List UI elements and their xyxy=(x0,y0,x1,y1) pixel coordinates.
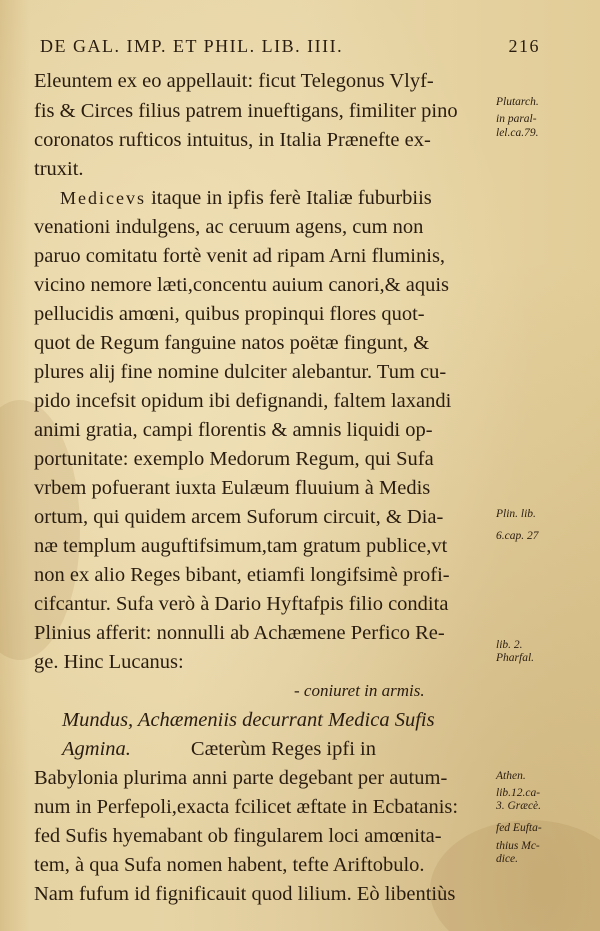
text-line: ge. Hinc Lucanus: xyxy=(34,651,184,673)
text-line: ortum, qui quidem arcem Suforum circuit, & Dia- xyxy=(34,506,444,528)
margin-note: dice. xyxy=(496,853,519,865)
verse-line: - coniuret in armis. xyxy=(294,681,425,700)
text-line: venationi indulgens, ac ceruum agens, cum non xyxy=(34,216,424,238)
text-line: plures alij fine nomine dulciter alebantur. Tum cu- xyxy=(34,361,447,383)
verse-line: Mundus, Achæmeniis decurrant Medica Sufis xyxy=(62,709,435,731)
text-line: tem, à qua Sufa nomen habent, tefte Ariftobulo. xyxy=(34,854,425,876)
text-line: truxit. xyxy=(34,158,84,180)
text-line: quot de Regum fanguine natos poëtæ fingunt, & xyxy=(34,332,430,354)
text-line: cifcantur. Sufa verò à Dario Hyftafpis filio condita xyxy=(34,593,449,615)
text-line: Nam fufum id fignificauit quod lilium. Eò libentiùs xyxy=(34,883,456,905)
text-line: Agmina. Cæterùm Reges ipfi in xyxy=(62,738,376,760)
text-line: Plinius afferit: nonnulli ab Achæmene Perfico Re- xyxy=(34,622,445,644)
text-line: pido incefsit opidum ibi defignandi, faltem laxandi xyxy=(34,390,452,412)
text-line: Babylonia plurima anni parte degebant per autum- xyxy=(34,767,448,789)
margin-note: lib.12.ca- xyxy=(496,787,541,799)
margin-note: Athen. xyxy=(496,770,526,782)
text-line: fis & Circes filius patrem inueftigans, fimiliter pino xyxy=(34,100,458,122)
text-line: vicino nemore læti,concentu auium canori,& aquis xyxy=(34,274,450,296)
page-number: 216 xyxy=(508,36,540,56)
text-line: num in Perfepoli,exacta fcilicet æftate in Ecbatanis: xyxy=(34,796,459,818)
text-line: vrbem pofuerant iuxta Eulæum fluuium à Medis xyxy=(34,477,431,499)
margin-note: Pharfal. xyxy=(496,652,535,664)
running-header xyxy=(40,36,560,64)
text-line: coronatos rufticos intuitus, in Italia Prænefte ex- xyxy=(34,129,431,151)
margin-note: 3. Græcè. xyxy=(496,800,542,812)
verse-word: Agmina. xyxy=(62,738,131,760)
margin-note: lel.ca.79. xyxy=(496,127,539,139)
margin-note: in paral- xyxy=(496,113,537,125)
text-line: animi gratia, campi florentis & amnis liquidi op- xyxy=(34,419,433,441)
text-line: portunitate: exemplo Medorum Regum, qui Sufa xyxy=(34,448,434,470)
text-line: Eleuntem ex eo appellauit: ficut Telegonus Vlyf- xyxy=(34,70,434,92)
small-caps-word: Medicevs xyxy=(60,188,146,208)
running-head: DE GAL. IMP. ET PHIL. LIB. IIII. xyxy=(40,36,344,56)
margin-note: Plutarch. xyxy=(496,96,539,108)
margin-note: lib. 2. xyxy=(496,639,523,651)
text-line: pellucidis amœni, quibus propinqui flores quot- xyxy=(34,303,425,325)
margin-note: fed Eufta- xyxy=(496,822,542,834)
text-line: Medicevs itaque in ipfis ferè Italiæ fuburbiis xyxy=(60,187,432,209)
margin-note: Plin. lib. xyxy=(496,508,536,520)
margin-note: thius Mc- xyxy=(496,840,540,852)
text-line: paruo comitatu fortè venit ad ripam Arni fluminis, xyxy=(34,245,446,267)
text-line: non ex alio Reges bibant, etiamfi longifsimè profi- xyxy=(34,564,450,586)
margin-note: 6.cap. 27 xyxy=(496,530,539,542)
text-line: fed Sufis hyemabant ob fingularem loci amœnita- xyxy=(34,825,442,847)
text-line: næ templum auguftifsimum,tam gratum publice,vt xyxy=(34,535,448,557)
